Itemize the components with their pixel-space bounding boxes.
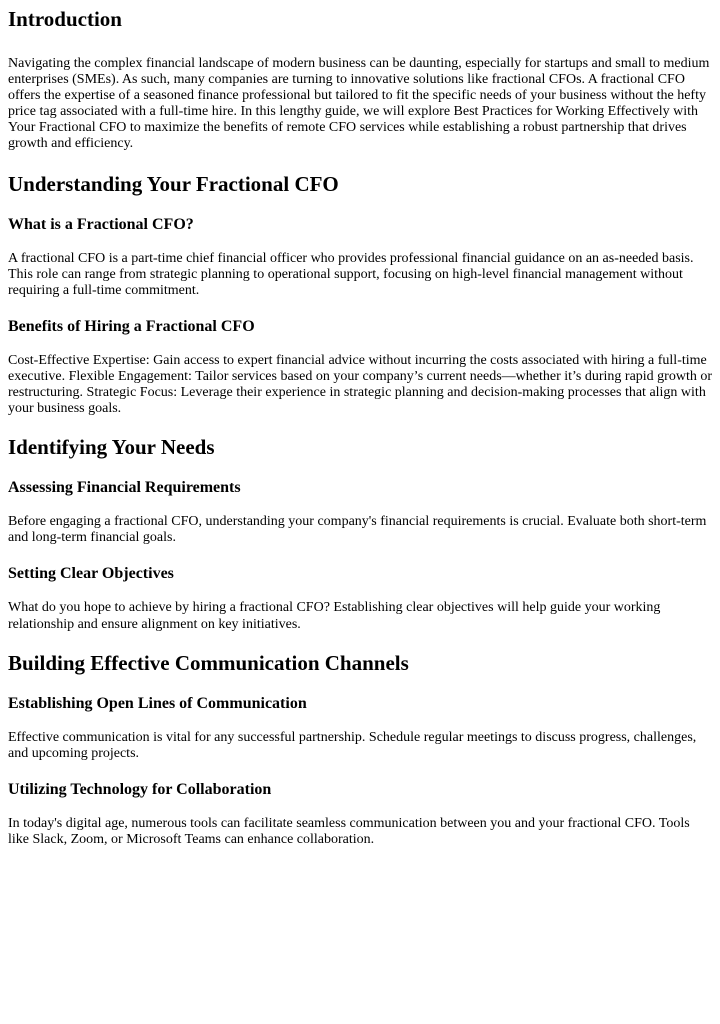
technology-paragraph: In today's digital age, numerous tools can facilitate seamless communication between you and your fractional CFO. Tools like Slack, Zoom, or Microsoft Teams can enhance collaboration.	[8, 815, 690, 847]
subheading-setting-objectives: Setting Clear Objectives	[8, 565, 174, 583]
subheading-open-lines: Establishing Open Lines of Communication	[8, 694, 307, 712]
open-lines-paragraph: Effective communication is vital for any successful partnership. Schedule regular meetings to discuss progress, challenges, and upcoming projects.	[8, 729, 697, 761]
subheading-benefits: Benefits of Hiring a Fractional CFO	[8, 317, 255, 335]
subheading-assessing-requirements: Assessing Financial Requirements	[8, 479, 241, 497]
section-heading-introduction: Introduction	[8, 7, 122, 31]
benefits-paragraph: Cost-Effective Expertise: Gain access to expert financial advice without incurring the costs associated with hiring a full-time executive. Flexible Engagement: Tailor services based on your company’s current needs—whether it’s during rapid growth or restructuring. Strategic Focus: Leverage their experience in strategic planning and decision-making processes that align with your business goals.	[8, 352, 713, 417]
subheading-what-is-fractional-cfo: What is a Fractional CFO?	[8, 215, 194, 233]
section-heading-understanding: Understanding Your Fractional CFO	[8, 171, 339, 196]
setting-objectives-paragraph: What do you hope to achieve by hiring a fractional CFO? Establishing clear objectives will help guide your working relationship and ensure alignment on key initiatives.	[8, 600, 661, 632]
subheading-technology: Utilizing Technology for Collaboration	[8, 780, 272, 798]
section-heading-identifying-needs: Identifying Your Needs	[8, 435, 215, 460]
section-heading-communication: Building Effective Communication Channels	[8, 650, 409, 675]
introduction-paragraph: Navigating the complex financial landscape of modern business can be daunting, especially for startups and small to medium enterprises (SMEs). As such, many companies are turning to innovative solutions like fractional CFOs. A fractional CFO offers the expertise of a seasoned finance professional but tailored to fit the specific needs of your business without the hefty price tag associated with a full-time hire. In this lengthy guide, we will explore Best Practices for Working Effectively with Your Fractional CFO to maximize the benefits of remote CFO services while establishing a robust partnership that drives growth and efficiency.	[8, 56, 710, 152]
assessing-requirements-paragraph: Before engaging a fractional CFO, understanding your company's financial requirements is crucial. Evaluate both short-term and long-term financial goals.	[8, 514, 707, 546]
what-is-fractional-cfo-paragraph: A fractional CFO is a part-time chief financial officer who provides professional financial guidance on an as-needed basis. This role can range from strategic planning to operational support, focusing on high-level financial management without requiring a full-time commitment.	[8, 250, 694, 298]
document-body	[0, 7, 720, 848]
